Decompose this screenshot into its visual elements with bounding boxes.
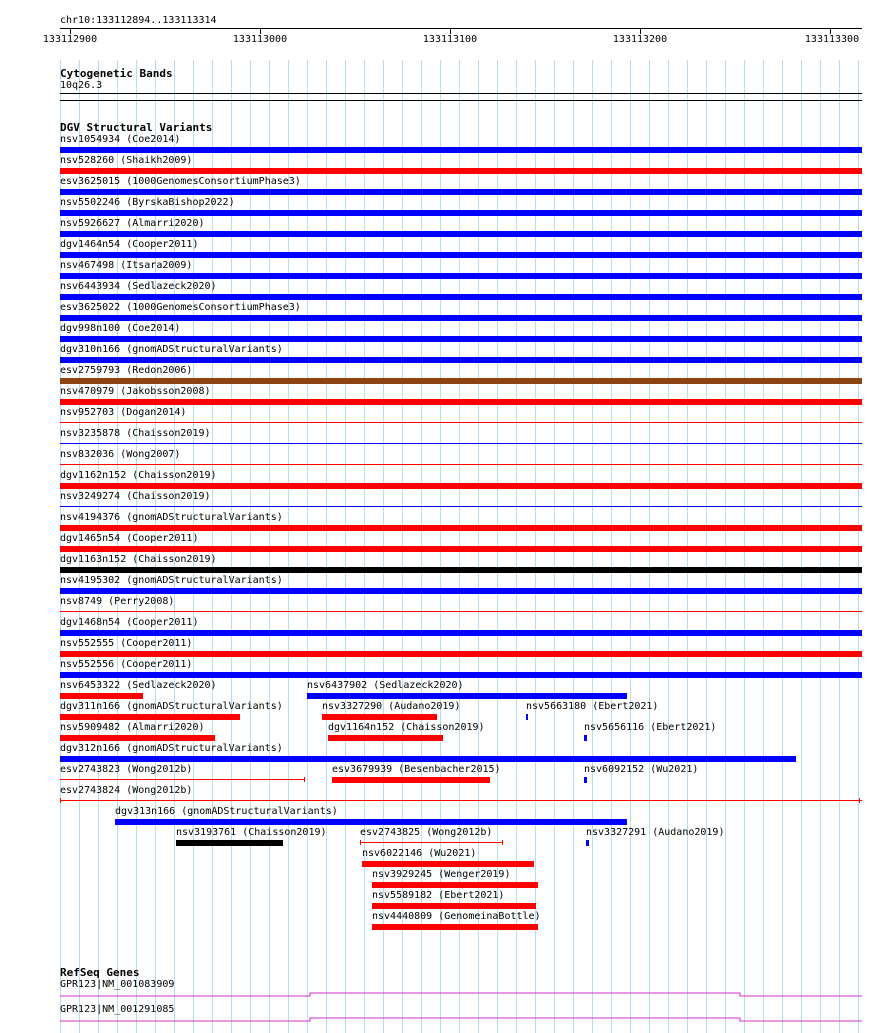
cytoband-line-top[interactable] — [60, 93, 862, 94]
gene-label: GPR123|NM_001083909 — [60, 979, 175, 990]
dgv-feature-bar[interactable] — [584, 735, 587, 741]
dgv-feature-end-cap — [60, 798, 61, 803]
dgv-feature-bar[interactable] — [60, 525, 862, 531]
ruler-tick-label: 133113200 — [612, 34, 668, 45]
dgv-feature-bar[interactable] — [60, 483, 862, 489]
dgv-feature-bar[interactable] — [60, 735, 215, 741]
dgv-feature-bar[interactable] — [307, 693, 627, 699]
dgv-feature-bar[interactable] — [60, 273, 862, 279]
dgv-feature-bar[interactable] — [322, 714, 437, 720]
dgv-feature-label: esv2743825 (Wong2012b) — [360, 827, 493, 838]
dgv-feature-label: nsv552556 (Cooper2011) — [60, 659, 193, 670]
dgv-feature-bar[interactable] — [60, 546, 862, 552]
dgv-feature-label: dgv310n166 (gnomADStructuralVariants) — [60, 344, 283, 355]
refseq-track-title: RefSeq Genes — [60, 966, 140, 979]
dgv-feature-label: nsv6022146 (Wu2021) — [362, 848, 477, 859]
dgv-feature-bar[interactable] — [60, 464, 862, 465]
cytoband-label: 10q26.3 — [60, 80, 103, 91]
dgv-feature-bar[interactable] — [60, 588, 862, 594]
cytoband-line-bottom — [60, 100, 862, 101]
dgv-feature-end-cap — [304, 777, 305, 782]
dgv-feature-label: dgv1468n54 (Cooper2011) — [60, 617, 199, 628]
dgv-feature-bar[interactable] — [60, 506, 862, 507]
dgv-feature-label: esv2743824 (Wong2012b) — [60, 785, 193, 796]
dgv-feature-label: nsv6092152 (Wu2021) — [584, 764, 699, 775]
ruler-tick-label: 133113000 — [232, 34, 288, 45]
dgv-feature-bar[interactable] — [60, 294, 862, 300]
dgv-feature-bar[interactable] — [60, 779, 305, 780]
ruler-axis — [60, 28, 862, 29]
ruler-left-arrow — [60, 26, 66, 31]
dgv-feature-bar[interactable] — [60, 800, 862, 801]
dgv-feature-label: nsv5502246 (ByrskaBishop2022) — [60, 197, 235, 208]
ruler-tick-label: 133113100 — [422, 34, 478, 45]
dgv-feature-bar[interactable] — [60, 567, 862, 573]
dgv-feature-bar[interactable] — [60, 672, 862, 678]
dgv-feature-label: nsv5656116 (Ebert2021) — [584, 722, 717, 733]
dgv-feature-bar[interactable] — [60, 756, 796, 762]
dgv-feature-label: nsv3249274 (Chaisson2019) — [60, 491, 211, 502]
dgv-feature-bar[interactable] — [526, 714, 528, 720]
dgv-feature-label: dgv311n166 (gnomADStructuralVariants) — [60, 701, 283, 712]
dgv-feature-label: nsv6443934 (Sedlazeck2020) — [60, 281, 217, 292]
dgv-feature-label: esv3679939 (Besenbacher2015) — [332, 764, 501, 775]
dgv-feature-bar[interactable] — [60, 210, 862, 216]
ruler-tick-label: 133113300 — [804, 34, 860, 45]
dgv-feature-bar[interactable] — [60, 693, 143, 699]
dgv-feature-bar[interactable] — [60, 399, 862, 405]
dgv-feature-label: nsv5926627 (Almarri2020) — [60, 218, 205, 229]
dgv-feature-bar[interactable] — [60, 168, 862, 174]
dgv-feature-label: nsv3235878 (Chaisson2019) — [60, 428, 211, 439]
dgv-feature-bar[interactable] — [60, 189, 862, 195]
dgv-feature-bar[interactable] — [115, 819, 627, 825]
dgv-feature-bar[interactable] — [60, 357, 862, 363]
dgv-feature-bar[interactable] — [60, 443, 862, 444]
ruler-tick-label: 133112900 — [42, 34, 98, 45]
dgv-feature-bar[interactable] — [60, 651, 862, 657]
dgv-feature-bar[interactable] — [362, 861, 534, 867]
dgv-feature-label: nsv3327291 (Audano2019) — [586, 827, 725, 838]
dgv-feature-label: nsv4195302 (gnomADStructuralVariants) — [60, 575, 283, 586]
dgv-feature-label: nsv6437902 (Sedlazeck2020) — [307, 680, 464, 691]
cytoband-track-title: Cytogenetic Bands — [60, 67, 173, 80]
dgv-feature-bar[interactable] — [176, 840, 283, 846]
dgv-feature-label: dgv1163n152 (Chaisson2019) — [60, 554, 217, 565]
dgv-feature-label: nsv952703 (Dogan2014) — [60, 407, 187, 418]
dgv-feature-bar[interactable] — [60, 252, 862, 258]
dgv-feature-bar[interactable] — [60, 630, 862, 636]
dgv-feature-label: nsv3327290 (Audano2019) — [322, 701, 461, 712]
dgv-feature-bar[interactable] — [584, 777, 587, 783]
dgv-feature-label: nsv6453322 (Sedlazeck2020) — [60, 680, 217, 691]
dgv-track-title: DGV Structural Variants — [60, 121, 213, 134]
dgv-feature-label: nsv470979 (Jakobsson2008) — [60, 386, 211, 397]
dgv-feature-label: nsv3193761 (Chaisson2019) — [176, 827, 327, 838]
dgv-feature-label: nsv467498 (Itsara2009) — [60, 260, 193, 271]
dgv-feature-bar[interactable] — [360, 842, 503, 843]
dgv-feature-bar[interactable] — [60, 714, 240, 720]
dgv-feature-label: nsv8749 (Perry2008) — [60, 596, 175, 607]
dgv-feature-label: nsv4440809 (GenomeinaBottle) — [372, 911, 541, 922]
dgv-feature-label: esv2759793 (Redon2006) — [60, 365, 193, 376]
dgv-feature-label: nsv832036 (Wong2007) — [60, 449, 181, 460]
dgv-feature-bar[interactable] — [586, 840, 589, 846]
dgv-feature-label: nsv552555 (Cooper2011) — [60, 638, 193, 649]
dgv-feature-bar[interactable] — [328, 735, 443, 741]
dgv-feature-bar[interactable] — [60, 315, 862, 321]
dgv-feature-label: esv3625022 (1000GenomesConsortiumPhase3) — [60, 302, 301, 313]
dgv-feature-label: nsv4194376 (gnomADStructuralVariants) — [60, 512, 283, 523]
dgv-feature-label: dgv1465n54 (Cooper2011) — [60, 533, 199, 544]
dgv-feature-bar[interactable] — [60, 611, 862, 612]
gene-model[interactable] — [60, 990, 862, 1000]
dgv-feature-bar[interactable] — [372, 924, 538, 930]
dgv-feature-end-cap — [859, 798, 860, 803]
gene-model[interactable] — [60, 1015, 862, 1025]
dgv-feature-label: dgv1164n152 (Chaisson2019) — [328, 722, 485, 733]
dgv-feature-label: dgv1162n152 (Chaisson2019) — [60, 470, 217, 481]
dgv-feature-label: dgv1464n54 (Cooper2011) — [60, 239, 199, 250]
dgv-feature-label: nsv1054934 (Coe2014) — [60, 134, 181, 145]
dgv-feature-bar[interactable] — [60, 231, 862, 237]
dgv-feature-end-cap — [360, 840, 361, 845]
dgv-feature-bar[interactable] — [332, 777, 490, 783]
dgv-feature-bar[interactable] — [60, 422, 862, 423]
dgv-feature-label: dgv312n166 (gnomADStructuralVariants) — [60, 743, 283, 754]
dgv-feature-label: nsv5589182 (Ebert2021) — [372, 890, 505, 901]
gene-label: GPR123|NM_001291085 — [60, 1004, 175, 1015]
dgv-feature-label: nsv5663180 (Ebert2021) — [526, 701, 659, 712]
dgv-feature-bar[interactable] — [372, 903, 536, 909]
dgv-feature-label: esv2743823 (Wong2012b) — [60, 764, 193, 775]
dgv-feature-bar[interactable] — [60, 336, 862, 342]
dgv-feature-label: dgv998n100 (Coe2014) — [60, 323, 181, 334]
location-label: chr10:133112894..133113314 — [60, 15, 217, 26]
dgv-feature-label: nsv3929245 (Wenger2019) — [372, 869, 511, 880]
dgv-feature-bar[interactable] — [60, 147, 862, 153]
dgv-feature-bar[interactable] — [60, 378, 862, 384]
dgv-feature-end-cap — [502, 840, 503, 845]
dgv-feature-label: esv3625015 (1000GenomesConsortiumPhase3) — [60, 176, 301, 187]
dgv-feature-bar[interactable] — [372, 882, 538, 888]
dgv-feature-label: nsv528260 (Shaikh2009) — [60, 155, 193, 166]
dgv-feature-label: dgv313n166 (gnomADStructuralVariants) — [115, 806, 338, 817]
dgv-feature-label: nsv5909482 (Almarri2020) — [60, 722, 205, 733]
